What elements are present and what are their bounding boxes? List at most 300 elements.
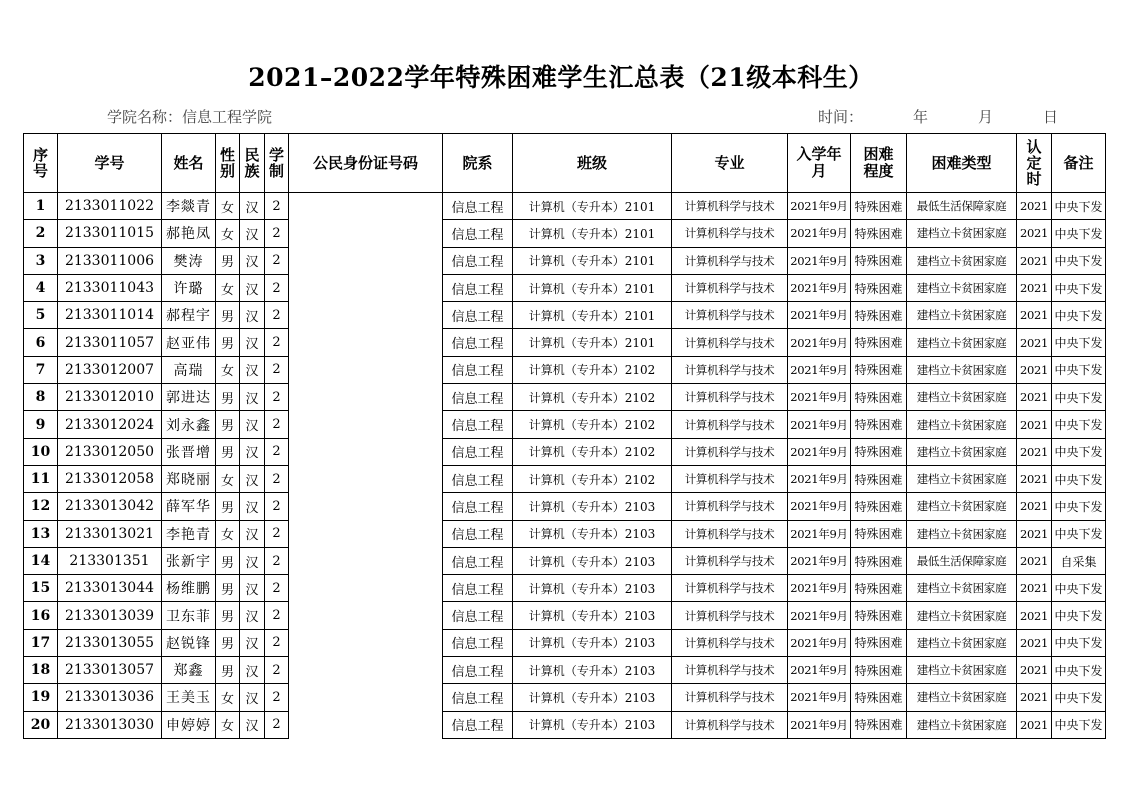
header-years: 学制: [265, 134, 289, 193]
table-row: [24, 438, 1106, 465]
cell-level: 特殊困难: [851, 193, 907, 220]
cell-enroll: 2021年9月: [788, 520, 851, 547]
cell-major: 计算机科学与技术: [672, 493, 788, 520]
cell-student-id: 2133013044: [58, 575, 162, 602]
cell-note: 中央下发: [1052, 193, 1106, 220]
cell-note: 中央下发: [1052, 438, 1106, 465]
cell-department: 信息工程: [443, 711, 513, 738]
cell-seq: 16: [24, 602, 58, 629]
cell-name: 刘永鑫: [162, 411, 216, 438]
cell-year: 2021: [1017, 356, 1052, 383]
cell-ethnic: 汉: [240, 302, 265, 329]
cell-id-number: [289, 384, 443, 411]
cell-id-number: [289, 356, 443, 383]
cell-ethnic: 汉: [240, 220, 265, 247]
cell-id-number: [289, 657, 443, 684]
cell-name: 卫东菲: [162, 602, 216, 629]
cell-enroll: 2021年9月: [788, 356, 851, 383]
cell-note: 中央下发: [1052, 411, 1106, 438]
cell-gender: 男: [216, 602, 240, 629]
header-type: 困难类型: [907, 134, 1017, 193]
cell-gender: 女: [216, 220, 240, 247]
cell-class: 计算机（专升本）2102: [513, 356, 672, 383]
cell-enroll: 2021年9月: [788, 274, 851, 301]
cell-ethnic: 汉: [240, 274, 265, 301]
cell-ethnic: 汉: [240, 575, 265, 602]
table-row: [24, 220, 1106, 247]
cell-years: 2: [265, 274, 289, 301]
cell-ethnic: 汉: [240, 657, 265, 684]
cell-class: 计算机（专升本）2102: [513, 384, 672, 411]
cell-seq: 19: [24, 684, 58, 711]
cell-year: 2021: [1017, 274, 1052, 301]
cell-department: 信息工程: [443, 465, 513, 492]
cell-years: 2: [265, 220, 289, 247]
cell-seq: 3: [24, 247, 58, 274]
cell-type: 建档立卡贫困家庭: [907, 247, 1017, 274]
cell-major: 计算机科学与技术: [672, 575, 788, 602]
cell-enroll: 2021年9月: [788, 302, 851, 329]
cell-years: 2: [265, 547, 289, 574]
header-year: 认定时: [1017, 134, 1052, 193]
cell-major: 计算机科学与技术: [672, 657, 788, 684]
cell-year: 2021: [1017, 547, 1052, 574]
header-row: [24, 134, 1106, 193]
students-table: [23, 133, 1106, 739]
cell-years: 2: [265, 384, 289, 411]
cell-major: 计算机科学与技术: [672, 547, 788, 574]
cell-year: 2021: [1017, 657, 1052, 684]
cell-seq: 5: [24, 302, 58, 329]
cell-seq: 17: [24, 629, 58, 656]
cell-major: 计算机科学与技术: [672, 438, 788, 465]
cell-years: 2: [265, 493, 289, 520]
cell-name: 郑晓丽: [162, 465, 216, 492]
cell-class: 计算机（专升本）2101: [513, 329, 672, 356]
cell-id-number: [289, 411, 443, 438]
cell-enroll: 2021年9月: [788, 711, 851, 738]
cell-name: 李艳青: [162, 520, 216, 547]
cell-note: 中央下发: [1052, 356, 1106, 383]
cell-type: 建档立卡贫困家庭: [907, 220, 1017, 247]
cell-years: 2: [265, 411, 289, 438]
cell-note: 中央下发: [1052, 302, 1106, 329]
header-note: 备注: [1052, 134, 1106, 193]
cell-major: 计算机科学与技术: [672, 247, 788, 274]
cell-seq: 9: [24, 411, 58, 438]
cell-note: 中央下发: [1052, 329, 1106, 356]
header-seq: 序号: [24, 134, 58, 193]
cell-gender: 男: [216, 384, 240, 411]
cell-major: 计算机科学与技术: [672, 520, 788, 547]
cell-enroll: 2021年9月: [788, 384, 851, 411]
table-row: [24, 274, 1106, 301]
cell-level: 特殊困难: [851, 575, 907, 602]
cell-gender: 男: [216, 657, 240, 684]
cell-student-id: 2133011014: [58, 302, 162, 329]
college-name: 学院名称：信息工程学院: [107, 108, 273, 126]
cell-level: 特殊困难: [851, 629, 907, 656]
cell-type: 建档立卡贫困家庭: [907, 465, 1017, 492]
cell-major: 计算机科学与技术: [672, 274, 788, 301]
table-row: [24, 602, 1106, 629]
cell-year: 2021: [1017, 193, 1052, 220]
cell-gender: 男: [216, 493, 240, 520]
table-row: [24, 465, 1106, 492]
cell-department: 信息工程: [443, 684, 513, 711]
cell-name: 郝程宇: [162, 302, 216, 329]
cell-class: 计算机（专升本）2102: [513, 438, 672, 465]
cell-seq: 7: [24, 356, 58, 383]
cell-student-id: 2133012007: [58, 356, 162, 383]
cell-id-number: [289, 711, 443, 738]
cell-type: 建档立卡贫困家庭: [907, 575, 1017, 602]
cell-class: 计算机（专升本）2103: [513, 575, 672, 602]
cell-level: 特殊困难: [851, 547, 907, 574]
table-row: [24, 547, 1106, 574]
cell-type: 建档立卡贫困家庭: [907, 329, 1017, 356]
cell-enroll: 2021年9月: [788, 547, 851, 574]
cell-type: 建档立卡贫困家庭: [907, 411, 1017, 438]
cell-note: 中央下发: [1052, 465, 1106, 492]
cell-student-id: 2133013036: [58, 684, 162, 711]
cell-note: 中央下发: [1052, 220, 1106, 247]
cell-id-number: [289, 438, 443, 465]
cell-enroll: 2021年9月: [788, 602, 851, 629]
cell-department: 信息工程: [443, 575, 513, 602]
cell-note: 中央下发: [1052, 247, 1106, 274]
cell-major: 计算机科学与技术: [672, 384, 788, 411]
cell-years: 2: [265, 575, 289, 602]
cell-department: 信息工程: [443, 629, 513, 656]
cell-gender: 男: [216, 329, 240, 356]
cell-ethnic: 汉: [240, 520, 265, 547]
cell-level: 特殊困难: [851, 684, 907, 711]
table-row: [24, 493, 1106, 520]
cell-ethnic: 汉: [240, 602, 265, 629]
cell-student-id: 2133011057: [58, 329, 162, 356]
cell-student-id: 2133011006: [58, 247, 162, 274]
cell-name: 郭进达: [162, 384, 216, 411]
cell-id-number: [289, 465, 443, 492]
cell-year: 2021: [1017, 302, 1052, 329]
cell-major: 计算机科学与技术: [672, 356, 788, 383]
cell-ethnic: 汉: [240, 711, 265, 738]
cell-enroll: 2021年9月: [788, 438, 851, 465]
header-enroll: 入学年月: [788, 134, 851, 193]
day-label: 日: [1042, 108, 1058, 126]
cell-type: 最低生活保障家庭: [907, 547, 1017, 574]
cell-id-number: [289, 220, 443, 247]
cell-id-number: [289, 493, 443, 520]
cell-level: 特殊困难: [851, 602, 907, 629]
cell-level: 特殊困难: [851, 493, 907, 520]
header-level: 困难程度: [851, 134, 907, 193]
cell-major: 计算机科学与技术: [672, 302, 788, 329]
cell-class: 计算机（专升本）2103: [513, 684, 672, 711]
cell-gender: 男: [216, 247, 240, 274]
cell-level: 特殊困难: [851, 247, 907, 274]
cell-name: 薛军华: [162, 493, 216, 520]
cell-years: 2: [265, 193, 289, 220]
cell-year: 2021: [1017, 575, 1052, 602]
cell-note: 自采集: [1052, 547, 1106, 574]
cell-seq: 1: [24, 193, 58, 220]
cell-level: 特殊困难: [851, 520, 907, 547]
cell-major: 计算机科学与技术: [672, 411, 788, 438]
header-major: 专业: [672, 134, 788, 193]
cell-note: 中央下发: [1052, 493, 1106, 520]
header-gender: 性别: [216, 134, 240, 193]
header-ethnic: 民族: [240, 134, 265, 193]
cell-id-number: [289, 575, 443, 602]
cell-department: 信息工程: [443, 520, 513, 547]
year-label: 年: [912, 108, 928, 126]
cell-department: 信息工程: [443, 493, 513, 520]
cell-level: 特殊困难: [851, 302, 907, 329]
cell-class: 计算机（专升本）2103: [513, 547, 672, 574]
cell-gender: 女: [216, 711, 240, 738]
cell-id-number: [289, 629, 443, 656]
cell-name: 赵锐锋: [162, 629, 216, 656]
cell-gender: 男: [216, 438, 240, 465]
cell-seq: 20: [24, 711, 58, 738]
cell-type: 建档立卡贫困家庭: [907, 302, 1017, 329]
document-title: 2021–2022学年特殊困难学生汇总表（21级本科生）: [248, 63, 874, 92]
cell-type: 建档立卡贫困家庭: [907, 520, 1017, 547]
cell-major: 计算机科学与技术: [672, 465, 788, 492]
cell-years: 2: [265, 657, 289, 684]
cell-name: 李燚青: [162, 193, 216, 220]
cell-class: 计算机（专升本）2103: [513, 629, 672, 656]
table-row: [24, 302, 1106, 329]
cell-student-id: 2133013055: [58, 629, 162, 656]
cell-enroll: 2021年9月: [788, 220, 851, 247]
table-row: [24, 520, 1106, 547]
cell-department: 信息工程: [443, 329, 513, 356]
cell-gender: 女: [216, 684, 240, 711]
cell-class: 计算机（专升本）2103: [513, 711, 672, 738]
cell-year: 2021: [1017, 520, 1052, 547]
cell-type: 建档立卡贫困家庭: [907, 356, 1017, 383]
cell-years: 2: [265, 329, 289, 356]
cell-major: 计算机科学与技术: [672, 602, 788, 629]
cell-name: 杨维鹏: [162, 575, 216, 602]
cell-years: 2: [265, 602, 289, 629]
cell-year: 2021: [1017, 384, 1052, 411]
header-name: 姓名: [162, 134, 216, 193]
cell-department: 信息工程: [443, 193, 513, 220]
cell-student-id: 213301351: [58, 547, 162, 574]
header-id-number: 公民身份证号码: [289, 134, 443, 193]
cell-seq: 4: [24, 274, 58, 301]
cell-level: 特殊困难: [851, 384, 907, 411]
cell-student-id: 2133012058: [58, 465, 162, 492]
header-class: 班级: [513, 134, 672, 193]
cell-enroll: 2021年9月: [788, 329, 851, 356]
cell-note: 中央下发: [1052, 711, 1106, 738]
cell-type: 最低生活保障家庭: [907, 193, 1017, 220]
cell-department: 信息工程: [443, 384, 513, 411]
cell-gender: 女: [216, 356, 240, 383]
table-row: [24, 657, 1106, 684]
cell-class: 计算机（专升本）2101: [513, 302, 672, 329]
cell-student-id: 2133013057: [58, 657, 162, 684]
cell-years: 2: [265, 520, 289, 547]
cell-ethnic: 汉: [240, 384, 265, 411]
cell-major: 计算机科学与技术: [672, 329, 788, 356]
month-label: 月: [977, 108, 993, 126]
cell-student-id: 2133012024: [58, 411, 162, 438]
header-department: 院系: [443, 134, 513, 193]
cell-ethnic: 汉: [240, 493, 265, 520]
cell-department: 信息工程: [443, 220, 513, 247]
cell-enroll: 2021年9月: [788, 575, 851, 602]
cell-seq: 2: [24, 220, 58, 247]
cell-gender: 男: [216, 547, 240, 574]
table-row: [24, 247, 1106, 274]
table-body: [24, 193, 1106, 739]
cell-student-id: 2133013030: [58, 711, 162, 738]
cell-id-number: [289, 547, 443, 574]
cell-name: 张晋增: [162, 438, 216, 465]
cell-department: 信息工程: [443, 438, 513, 465]
cell-level: 特殊困难: [851, 711, 907, 738]
cell-level: 特殊困难: [851, 356, 907, 383]
cell-seq: 15: [24, 575, 58, 602]
cell-type: 建档立卡贫困家庭: [907, 711, 1017, 738]
cell-major: 计算机科学与技术: [672, 193, 788, 220]
cell-enroll: 2021年9月: [788, 657, 851, 684]
cell-department: 信息工程: [443, 247, 513, 274]
cell-id-number: [289, 602, 443, 629]
cell-major: 计算机科学与技术: [672, 629, 788, 656]
table-row: [24, 684, 1106, 711]
cell-gender: 女: [216, 193, 240, 220]
cell-level: 特殊困难: [851, 274, 907, 301]
cell-id-number: [289, 193, 443, 220]
cell-year: 2021: [1017, 602, 1052, 629]
cell-gender: 女: [216, 520, 240, 547]
cell-year: 2021: [1017, 247, 1052, 274]
cell-year: 2021: [1017, 711, 1052, 738]
time-label: 时间：: [818, 108, 864, 126]
cell-name: 郑鑫: [162, 657, 216, 684]
time-field: [818, 106, 1058, 127]
cell-enroll: 2021年9月: [788, 411, 851, 438]
cell-years: 2: [265, 356, 289, 383]
cell-department: 信息工程: [443, 302, 513, 329]
cell-id-number: [289, 274, 443, 301]
table-row: [24, 356, 1106, 383]
cell-department: 信息工程: [443, 411, 513, 438]
cell-id-number: [289, 302, 443, 329]
cell-ethnic: 汉: [240, 193, 265, 220]
cell-years: 2: [265, 684, 289, 711]
cell-note: 中央下发: [1052, 274, 1106, 301]
cell-ethnic: 汉: [240, 629, 265, 656]
cell-years: 2: [265, 438, 289, 465]
cell-type: 建档立卡贫困家庭: [907, 657, 1017, 684]
cell-id-number: [289, 684, 443, 711]
table-row: [24, 384, 1106, 411]
cell-major: 计算机科学与技术: [672, 684, 788, 711]
header-student-id: 学号: [58, 134, 162, 193]
cell-level: 特殊困难: [851, 657, 907, 684]
cell-year: 2021: [1017, 329, 1052, 356]
cell-level: 特殊困难: [851, 411, 907, 438]
cell-student-id: 2133012050: [58, 438, 162, 465]
cell-gender: 女: [216, 465, 240, 492]
table-row: [24, 711, 1106, 738]
cell-level: 特殊困难: [851, 438, 907, 465]
cell-year: 2021: [1017, 438, 1052, 465]
cell-seq: 8: [24, 384, 58, 411]
cell-note: 中央下发: [1052, 520, 1106, 547]
cell-type: 建档立卡贫困家庭: [907, 684, 1017, 711]
cell-enroll: 2021年9月: [788, 684, 851, 711]
cell-department: 信息工程: [443, 657, 513, 684]
cell-gender: 男: [216, 629, 240, 656]
table-row: [24, 193, 1106, 220]
cell-gender: 男: [216, 411, 240, 438]
cell-major: 计算机科学与技术: [672, 711, 788, 738]
cell-note: 中央下发: [1052, 602, 1106, 629]
cell-ethnic: 汉: [240, 411, 265, 438]
cell-level: 特殊困难: [851, 329, 907, 356]
cell-student-id: 2133012010: [58, 384, 162, 411]
cell-level: 特殊困难: [851, 465, 907, 492]
cell-type: 建档立卡贫困家庭: [907, 629, 1017, 656]
cell-id-number: [289, 520, 443, 547]
cell-years: 2: [265, 465, 289, 492]
cell-id-number: [289, 329, 443, 356]
cell-department: 信息工程: [443, 274, 513, 301]
cell-seq: 13: [24, 520, 58, 547]
cell-ethnic: 汉: [240, 684, 265, 711]
cell-years: 2: [265, 711, 289, 738]
cell-name: 许璐: [162, 274, 216, 301]
cell-level: 特殊困难: [851, 220, 907, 247]
table-row: [24, 575, 1106, 602]
cell-ethnic: 汉: [240, 465, 265, 492]
cell-class: 计算机（专升本）2102: [513, 411, 672, 438]
cell-ethnic: 汉: [240, 356, 265, 383]
cell-note: 中央下发: [1052, 684, 1106, 711]
cell-ethnic: 汉: [240, 329, 265, 356]
cell-department: 信息工程: [443, 602, 513, 629]
cell-year: 2021: [1017, 684, 1052, 711]
cell-type: 建档立卡贫困家庭: [907, 602, 1017, 629]
table-row: [24, 329, 1106, 356]
cell-student-id: 2133011043: [58, 274, 162, 301]
cell-type: 建档立卡贫困家庭: [907, 274, 1017, 301]
table-row: [24, 411, 1106, 438]
cell-years: 2: [265, 247, 289, 274]
cell-student-id: 2133011022: [58, 193, 162, 220]
cell-student-id: 2133013042: [58, 493, 162, 520]
cell-years: 2: [265, 629, 289, 656]
cell-id-number: [289, 247, 443, 274]
cell-name: 张新宇: [162, 547, 216, 574]
cell-note: 中央下发: [1052, 629, 1106, 656]
cell-enroll: 2021年9月: [788, 629, 851, 656]
cell-enroll: 2021年9月: [788, 465, 851, 492]
cell-department: 信息工程: [443, 547, 513, 574]
cell-name: 高瑞: [162, 356, 216, 383]
cell-year: 2021: [1017, 629, 1052, 656]
cell-gender: 男: [216, 575, 240, 602]
